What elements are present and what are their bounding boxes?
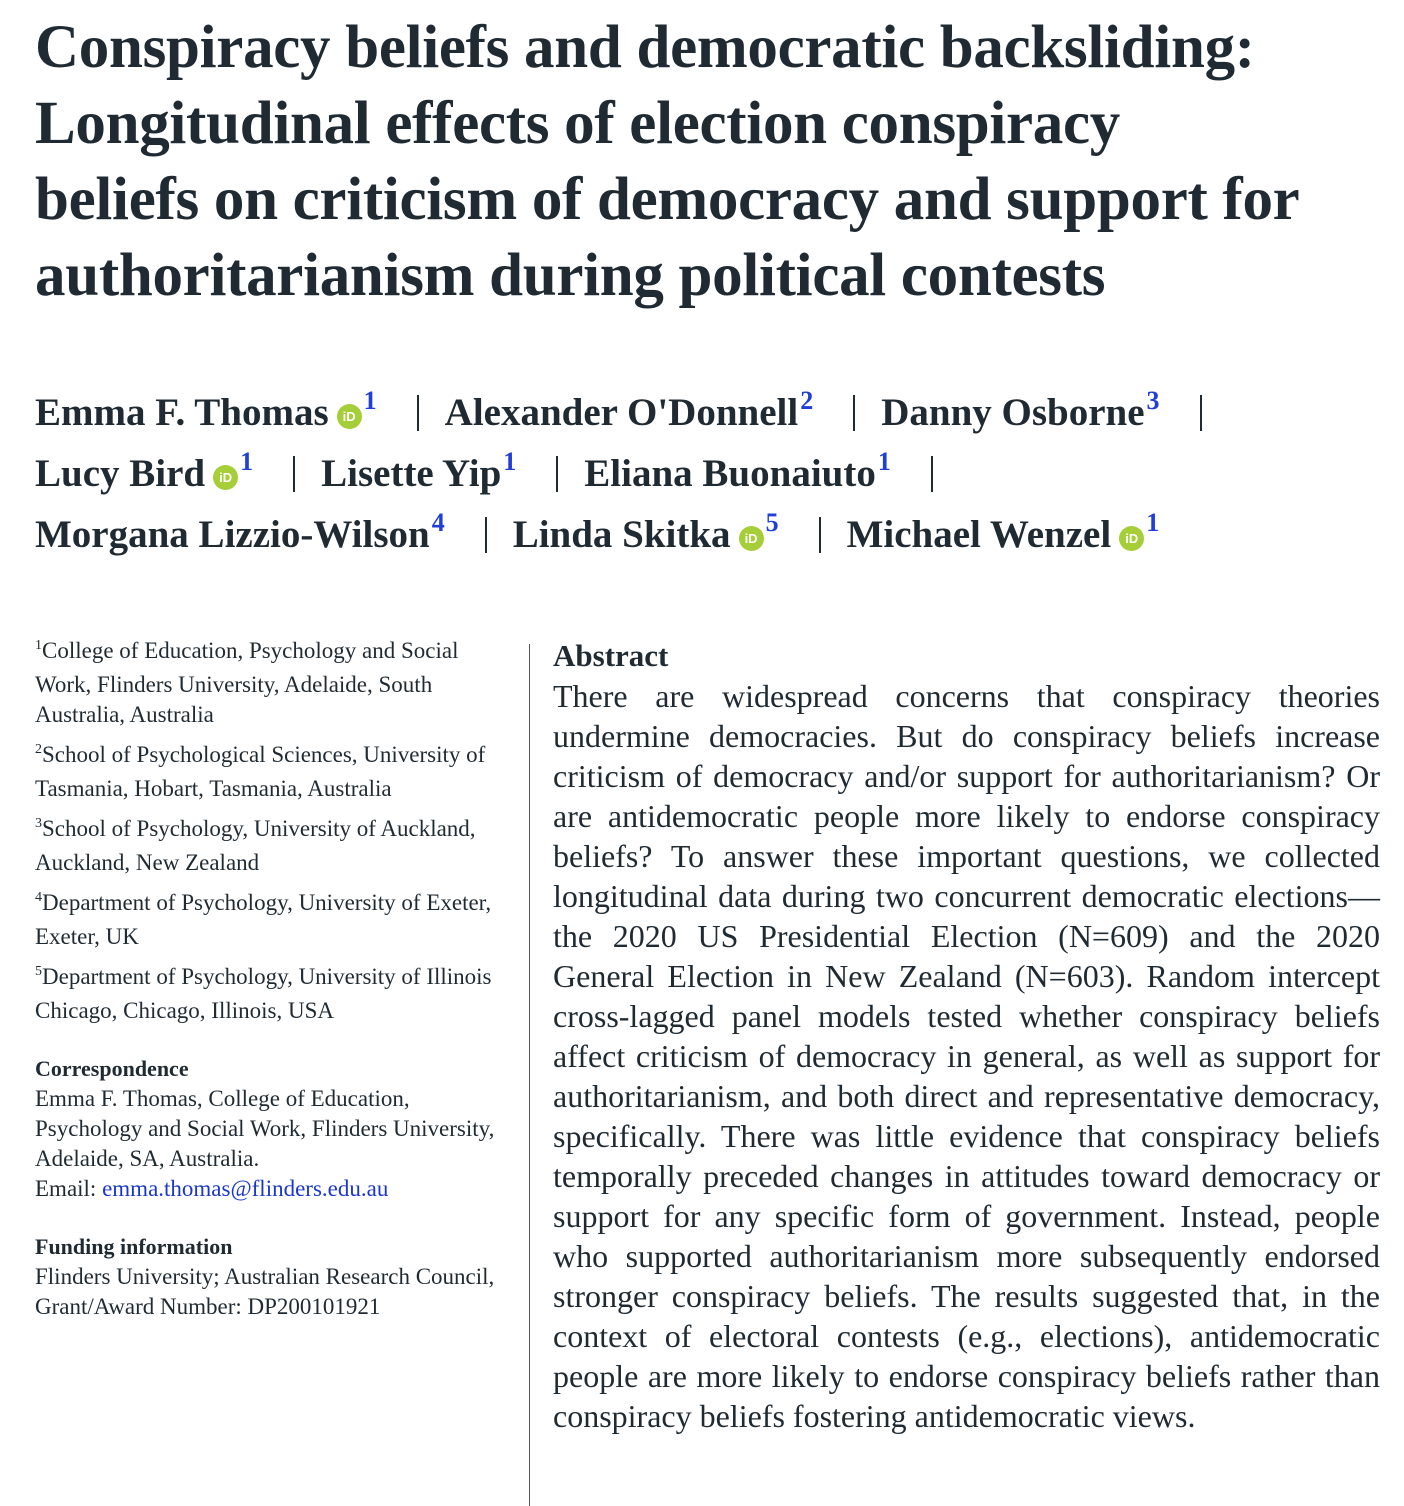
author-emma-thomas[interactable] [35, 386, 377, 434]
author-name: Lisette Yip [321, 452, 502, 495]
affiliation-number: 1 [35, 638, 42, 653]
author-line [35, 443, 1375, 504]
author-name: Eliana Buonaiuto [584, 452, 876, 495]
author-name: Emma F. Thomas [35, 391, 329, 434]
affiliation-number: 2 [35, 742, 42, 757]
author-separator [853, 395, 881, 431]
orcid-icon[interactable]: iD [1119, 526, 1144, 551]
affiliation-text: School of Psychological Sciences, University of Tasmania, Hobart, Tasmania, Australia [35, 742, 486, 801]
correspondence-text [35, 1084, 510, 1204]
email-link[interactable]: emma.thomas@flinders.edu.au [102, 1176, 389, 1201]
affiliation-text: School of Psychology, University of Auckland, Auckland, New Zealand [35, 816, 476, 875]
title-line: Conspiracy beliefs and democratic backsliding: [35, 14, 1255, 81]
title-line: beliefs on criticism of democracy and support for [35, 166, 1300, 233]
author-alexander-odonnell[interactable] [444, 386, 814, 434]
column-divider [529, 644, 530, 1506]
author-michael-wenzel[interactable] [846, 508, 1160, 556]
article-info-column [35, 636, 510, 1322]
affiliation-number: 5 [35, 964, 42, 979]
author-line [35, 504, 1375, 565]
author-lucy-bird[interactable] [35, 447, 254, 495]
affiliation-ref[interactable]: 1 [877, 447, 891, 476]
email-label: Email: [35, 1176, 97, 1201]
author-name: Alexander O'Donnell [444, 391, 799, 434]
author-eliana-buonaiuto[interactable] [584, 447, 891, 495]
affiliation-ref[interactable]: 1 [363, 386, 377, 415]
affiliation-ref[interactable]: 1 [1146, 508, 1160, 537]
author-name: Lucy Bird [35, 452, 206, 495]
affiliation-ref[interactable]: 3 [1146, 386, 1160, 415]
author-morgana-lizzio-wilson[interactable] [35, 508, 445, 556]
affiliation-ref[interactable]: 1 [240, 447, 254, 476]
article-title [35, 10, 1355, 314]
affiliation-number: 4 [35, 890, 42, 905]
orcid-icon[interactable]: iD [739, 526, 764, 551]
author-danny-osborne[interactable] [881, 386, 1160, 434]
author-separator [417, 395, 445, 431]
correspondence-address: Emma F. Thomas, College of Education, Psychology and Social Work, Flinders University, Adelaide, SA, Australia. [35, 1086, 495, 1171]
affiliation [35, 962, 510, 1026]
author-separator [931, 456, 959, 492]
funding-text: Flinders University; Australian Research Council, Grant/Award Number: DP200101921 [35, 1264, 495, 1319]
author-separator [1200, 395, 1228, 431]
affiliation-ref[interactable]: 2 [800, 386, 814, 415]
title-line: authoritarianism during political contests [35, 242, 1106, 309]
author-name: Danny Osborne [881, 391, 1145, 434]
author-separator [819, 517, 847, 553]
author-name: Morgana Lizzio-Wilson [35, 513, 430, 556]
author-separator [485, 517, 513, 553]
title-line: Longitudinal effects of election conspiracy [35, 90, 1120, 157]
affiliation-ref[interactable]: 5 [765, 508, 779, 537]
abstract-section [553, 636, 1380, 1436]
affiliation-ref[interactable]: 1 [503, 447, 517, 476]
author-name: Linda Skitka [512, 513, 731, 556]
orcid-icon[interactable]: iD [337, 404, 362, 429]
affiliation [35, 888, 510, 952]
author-lisette-yip[interactable] [321, 447, 517, 495]
affiliation-text: College of Education, Psychology and Social Work, Flinders University, Adelaide, South Australia, Australia [35, 638, 459, 727]
author-separator [293, 456, 321, 492]
author-list [35, 382, 1375, 565]
author-separator [556, 456, 584, 492]
author-line [35, 382, 1375, 443]
abstract-text: There are widespread concerns that conspiracy theories undermine democracies. But do conspiracy beliefs increase criticism of democracy and/or support for authoritarianism? Or are antidemocratic people more likely to endorse conspiracy beliefs? To answer these important questions, we collected longitudinal data during two concurrent democratic elections—the 2020 US Presidential Election (N=609) and the 2020 General Election in New Zealand (N=603). Random intercept cross-lagged panel models tested whether conspiracy beliefs affect criticism of democracy in general, as well as support for authoritarianism, and both direct and representative democracy, specifically. There was little evidence that conspiracy beliefs temporally preceded changes in attitudes toward democracy or support for any specific form of government. Instead, people who supported authoritarianism more subsequently endorsed stronger conspiracy beliefs. The results suggested that, in the context of electoral contests (e.g., elections), antidemocratic people are more likely to endorse conspiracy beliefs rather than conspiracy beliefs fostering antidemocratic views. [553, 678, 1380, 1434]
funding-heading: Funding information [35, 1234, 233, 1259]
affiliation-text: Department of Psychology, University of Exeter, Exeter, UK [35, 890, 492, 949]
orcid-icon[interactable]: iD [213, 465, 238, 490]
affiliation [35, 814, 510, 878]
correspondence-heading: Correspondence [35, 1056, 189, 1081]
author-linda-skitka[interactable] [512, 508, 779, 556]
affiliation-number: 3 [35, 816, 42, 831]
author-name: Michael Wenzel [846, 513, 1112, 556]
affiliation [35, 636, 510, 730]
abstract-heading: Abstract [553, 638, 669, 673]
affiliation-text: Department of Psychology, University of Illinois Chicago, Chicago, Illinois, USA [35, 964, 492, 1023]
affiliation [35, 740, 510, 804]
affiliation-ref[interactable]: 4 [431, 508, 445, 537]
